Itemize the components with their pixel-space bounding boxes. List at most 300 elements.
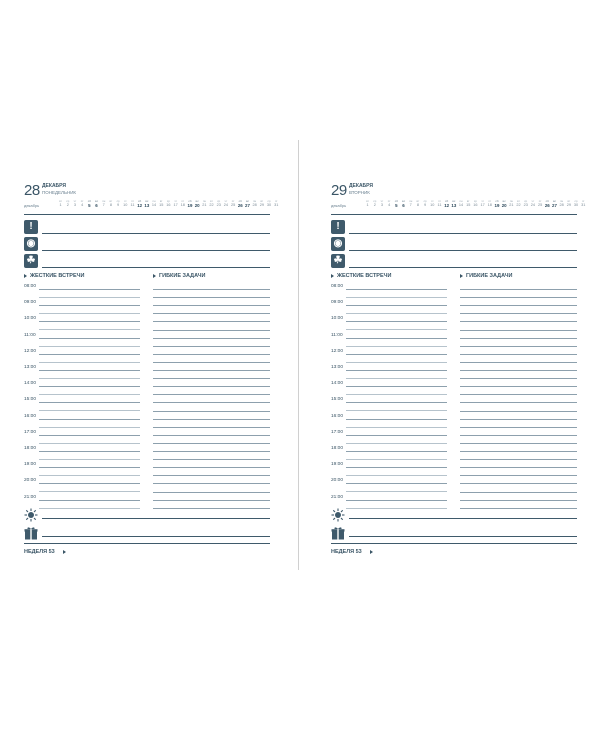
calendar-weekday: ср [267, 199, 271, 203]
calendar-day-number: 9 [117, 203, 120, 207]
slot-half-line[interactable] [346, 508, 447, 509]
task-line[interactable] [153, 435, 270, 436]
slot-half-line[interactable] [39, 508, 140, 509]
task-line[interactable] [460, 443, 577, 444]
slot-line[interactable] [39, 386, 140, 387]
calendar-day-number: 1 [366, 203, 369, 207]
calendar-day-number: 20 [194, 203, 200, 208]
time-slot [331, 462, 447, 478]
task-line[interactable] [153, 508, 270, 509]
calendar-day[interactable] [544, 199, 551, 208]
slot-line[interactable] [346, 435, 447, 436]
slot-half-line[interactable] [346, 427, 447, 428]
calendar-weekday: ср [217, 199, 221, 203]
slot-line[interactable] [346, 321, 447, 322]
task-line[interactable] [460, 459, 577, 460]
time-label: 13:00 [331, 365, 344, 370]
calendar-day[interactable] [364, 199, 371, 208]
calendar-weekday: ср [423, 199, 427, 203]
calendar-day[interactable] [565, 199, 572, 208]
task-line[interactable] [153, 467, 270, 468]
calendar-day[interactable] [251, 199, 258, 208]
time-slot [331, 284, 447, 300]
task-line[interactable] [460, 386, 577, 387]
calendar-day-number: 28 [559, 203, 564, 207]
calendar-day-number: 25 [230, 203, 236, 207]
icon-row-car [24, 237, 270, 255]
calendar-weekday: вт [210, 199, 213, 203]
task-line[interactable] [153, 289, 270, 290]
task-line[interactable] [460, 354, 577, 355]
calendar-day[interactable] [422, 199, 429, 208]
calendar-day[interactable] [273, 199, 280, 208]
slot-line[interactable] [346, 386, 447, 387]
slot-half-line[interactable] [346, 378, 447, 379]
calendar-day[interactable] [436, 199, 443, 208]
calendar-day[interactable] [165, 199, 172, 208]
task-line[interactable] [460, 330, 577, 331]
calendar-day[interactable] [172, 199, 179, 208]
icon-row-line[interactable] [42, 233, 270, 234]
task-line[interactable] [460, 394, 577, 395]
calendar-days [57, 199, 280, 208]
slot-line[interactable] [39, 419, 140, 420]
calendar-day[interactable] [472, 199, 479, 208]
slot-half-line[interactable] [346, 313, 447, 314]
calendar-day-number: 13 [144, 203, 150, 208]
calendar-weekday: ср [116, 199, 120, 203]
calendar-weekday: пн [202, 199, 206, 203]
calendar-day-number: 21 [509, 203, 514, 207]
task-line[interactable] [153, 297, 270, 298]
slot-line[interactable] [39, 338, 140, 339]
calendar-day[interactable] [244, 199, 251, 208]
calendar-day[interactable] [57, 199, 64, 208]
calendar-day[interactable] [79, 199, 86, 208]
task-line[interactable] [460, 500, 577, 501]
icon-row-line[interactable] [42, 267, 270, 268]
calendar-weekday: ср [166, 199, 170, 203]
sun-line[interactable] [349, 518, 577, 519]
task-line[interactable] [460, 492, 577, 493]
slot-line[interactable] [39, 305, 140, 306]
icon-row-line[interactable] [349, 233, 577, 234]
calendar-day-number: 14 [151, 203, 157, 207]
calendar-day-number: 1 [59, 203, 62, 207]
calendar-day-number: 4 [81, 203, 84, 207]
task-line[interactable] [460, 313, 577, 314]
hard-meetings-label: ЖЕСТКИЕ ВСТРЕЧИ [337, 273, 392, 279]
icon-row-line[interactable] [349, 267, 577, 268]
calendar-day[interactable] [194, 199, 201, 208]
calendar-day[interactable] [71, 199, 78, 208]
calendar-day[interactable] [414, 199, 421, 208]
time-slot [24, 397, 140, 413]
calendar-day[interactable] [400, 199, 407, 208]
time-label: 11:00 [331, 332, 343, 338]
slot-line[interactable] [346, 305, 447, 306]
calendar-day-number: 15 [466, 203, 471, 207]
calendar-weekday: пн [509, 199, 513, 203]
slot-half-line[interactable] [346, 410, 447, 411]
calendar-day[interactable] [537, 199, 544, 208]
calendar-day[interactable] [186, 199, 193, 208]
time-slot [331, 349, 447, 365]
slot-line[interactable] [39, 435, 140, 436]
task-line[interactable] [460, 483, 577, 484]
task-line[interactable] [460, 297, 577, 298]
slot-line[interactable] [39, 500, 140, 501]
slot-half-line[interactable] [39, 346, 140, 347]
calendar-day[interactable] [443, 199, 450, 208]
time-label: 10:00 [24, 316, 37, 322]
time-label: 20:00 [24, 478, 37, 484]
car-icon: ◉ [331, 237, 345, 251]
calendar-day[interactable] [179, 199, 186, 208]
task-line[interactable] [460, 435, 577, 436]
month-name: ДЕКАБРЯ [42, 183, 66, 189]
calendar-day[interactable] [457, 199, 464, 208]
task-line[interactable] [153, 321, 270, 322]
calendar-day[interactable] [558, 199, 565, 208]
calendar-day[interactable] [580, 199, 587, 208]
slot-line[interactable] [39, 321, 140, 322]
time-label: 09:00 [24, 300, 37, 306]
calendar-weekday: пт [80, 199, 84, 203]
calendar-day[interactable] [222, 199, 229, 208]
slot-line[interactable] [346, 402, 447, 403]
time-slot [331, 316, 447, 332]
time-label: 12:00 [24, 348, 37, 354]
slot-half-line[interactable] [39, 410, 140, 411]
task-line[interactable] [153, 419, 270, 420]
task-line[interactable] [153, 313, 270, 314]
calendar-day[interactable] [237, 199, 244, 208]
time-label: 18:00 [331, 446, 344, 451]
task-line[interactable] [460, 467, 577, 468]
calendar-day-number: 24 [530, 203, 536, 207]
calendar-weekday: пн [102, 199, 106, 203]
slot-line[interactable] [346, 467, 447, 468]
calendar-day[interactable] [479, 199, 486, 208]
calendar-weekday: чт [174, 199, 177, 203]
weekday-name: ВТОРНИК [349, 190, 370, 195]
task-line[interactable] [460, 411, 577, 412]
calendar-day-number: 29 [566, 203, 571, 207]
task-line[interactable] [460, 508, 577, 509]
slot-half-line[interactable] [39, 297, 140, 298]
task-line[interactable] [153, 483, 270, 484]
calendar-day[interactable] [515, 199, 522, 208]
calendar-day[interactable] [129, 199, 136, 208]
slot-half-line[interactable] [346, 329, 447, 330]
time-label: 08:00 [24, 284, 37, 289]
calendar-day-number: 16 [473, 203, 478, 207]
slot-half-line[interactable] [39, 475, 140, 476]
calendar-weekday: вт [59, 199, 62, 203]
slot-half-line[interactable] [346, 443, 447, 444]
time-label: 17:00 [331, 429, 344, 435]
slot-half-line[interactable] [346, 475, 447, 476]
slot-line[interactable] [346, 370, 447, 371]
sun-line[interactable] [42, 518, 270, 519]
calendar-weekday: сб [188, 199, 192, 203]
calendar-day[interactable] [100, 199, 107, 208]
icon-row-line[interactable] [349, 250, 577, 251]
week-arrow-icon[interactable] [63, 550, 66, 554]
calendar-day[interactable] [201, 199, 208, 208]
calendar-day[interactable] [64, 199, 71, 208]
flexible-tasks-label: ГИБКИЕ ЗАДАЧИ [159, 273, 206, 279]
calendar-day[interactable] [208, 199, 215, 208]
calendar-day[interactable] [230, 199, 237, 208]
flexible-tasks-header [153, 273, 205, 279]
exclamation-icon: ! [331, 220, 345, 234]
slot-half-line[interactable] [39, 459, 140, 460]
calendar-day-number: 25 [537, 203, 543, 207]
calendar-day[interactable] [93, 199, 100, 208]
calendar-day[interactable] [465, 199, 472, 208]
task-line[interactable] [153, 330, 270, 331]
calendar-day-number: 5 [88, 203, 91, 208]
slot-line[interactable] [346, 451, 447, 452]
triangle-icon [460, 274, 463, 278]
week-arrow-icon[interactable] [370, 550, 373, 554]
task-line[interactable] [153, 394, 270, 395]
slot-line[interactable] [346, 338, 447, 339]
calendar-day-number: 10 [430, 203, 435, 207]
calendar-day-number: 22 [209, 203, 214, 207]
time-slot [331, 414, 447, 430]
slot-half-line[interactable] [346, 394, 447, 395]
task-line[interactable] [153, 346, 270, 347]
calendar-day[interactable] [107, 199, 114, 208]
calendar-day-number: 3 [380, 203, 384, 207]
slot-half-line[interactable] [39, 329, 140, 330]
slot-line[interactable] [39, 467, 140, 468]
calendar-day[interactable] [158, 199, 165, 208]
task-line[interactable] [153, 370, 270, 371]
task-line[interactable] [153, 427, 270, 428]
calendar-weekday: ср [473, 199, 477, 203]
header-rule [24, 214, 270, 215]
calendar-day[interactable] [393, 199, 400, 208]
task-line[interactable] [153, 354, 270, 355]
calendar-weekday: вс [94, 199, 99, 203]
slot-half-line[interactable] [346, 491, 447, 492]
mini-calendar [331, 199, 586, 212]
time-label: 11:00 [24, 332, 36, 338]
slot-line[interactable] [346, 354, 447, 355]
bottom-rule [24, 543, 270, 544]
slot-half-line[interactable] [39, 362, 140, 363]
task-line[interactable] [460, 402, 577, 403]
calendar-day-number: 15 [159, 203, 164, 207]
icon-row-car [331, 237, 577, 255]
task-line[interactable] [153, 475, 270, 476]
calendar-day-number: 4 [388, 203, 391, 207]
slot-half-line[interactable] [39, 427, 140, 428]
calendar-weekday: пн [409, 199, 413, 203]
slot-half-line[interactable] [346, 297, 447, 298]
slot-half-line[interactable] [39, 394, 140, 395]
calendar-day[interactable] [522, 199, 529, 208]
slot-half-line[interactable] [346, 459, 447, 460]
planner-page-right [331, 178, 586, 568]
task-line[interactable] [460, 451, 577, 452]
slot-half-line[interactable] [39, 378, 140, 379]
time-label: 21:00 [331, 494, 344, 500]
calendar-weekday: сб [394, 199, 398, 203]
calendar-day-number: 27 [245, 203, 250, 208]
calendar-day[interactable] [86, 199, 93, 208]
slot-line[interactable] [39, 483, 140, 484]
calendar-day[interactable] [115, 199, 122, 208]
calendar-day[interactable] [265, 199, 272, 208]
task-line[interactable] [153, 362, 270, 363]
task-line[interactable] [460, 338, 577, 339]
calendar-weekday: пт [538, 199, 542, 203]
slot-half-line[interactable] [39, 313, 140, 314]
slot-line[interactable] [346, 483, 447, 484]
task-line[interactable] [153, 338, 270, 339]
hard-meetings-header [24, 273, 84, 279]
calendar-weekday: пт [488, 199, 492, 203]
slot-line[interactable] [39, 451, 140, 452]
task-line[interactable] [460, 370, 577, 371]
calendar-day[interactable] [572, 199, 579, 208]
calendar-day-number: 31 [581, 203, 586, 207]
time-slot [24, 462, 140, 478]
calendar-day-number: 26 [544, 203, 550, 208]
calendar-day[interactable] [529, 199, 536, 208]
calendar-day[interactable] [407, 199, 414, 208]
icon-row-line[interactable] [42, 250, 270, 251]
calendar-day[interactable] [215, 199, 222, 208]
task-line[interactable] [153, 411, 270, 412]
calendar-weekday: вт [366, 199, 369, 203]
task-line[interactable] [460, 475, 577, 476]
calendar-weekday: сб [87, 199, 91, 203]
calendar-day[interactable] [371, 199, 378, 208]
calendar-weekday: ср [66, 199, 70, 203]
calendar-day[interactable] [429, 199, 436, 208]
weekday-name: ПОНЕДЕЛЬНИК [42, 190, 77, 195]
gift-icon [24, 526, 38, 540]
task-line[interactable] [460, 289, 577, 290]
task-line[interactable] [153, 500, 270, 501]
slot-line[interactable] [39, 370, 140, 371]
planner-page-left [24, 178, 279, 568]
calendar-day-number: 10 [123, 203, 128, 207]
mini-calendar [24, 199, 279, 212]
calendar-day-number: 31 [274, 203, 279, 207]
calendar-day[interactable] [450, 199, 457, 208]
slot-line[interactable] [39, 402, 140, 403]
calendar-weekday: вс [401, 199, 406, 203]
calendar-day[interactable] [258, 199, 265, 208]
calendar-day[interactable] [150, 199, 157, 208]
calendar-day-number: 5 [395, 203, 398, 208]
task-line[interactable] [153, 305, 270, 306]
calendar-day[interactable] [493, 199, 500, 208]
calendar-day[interactable] [551, 199, 558, 208]
calendar-weekday: сб [238, 199, 242, 203]
triangle-icon [24, 274, 27, 278]
calendar-day[interactable] [508, 199, 515, 208]
calendar-day[interactable] [136, 199, 143, 208]
slot-half-line[interactable] [39, 491, 140, 492]
calendar-day-number: 19 [494, 203, 500, 208]
task-line[interactable] [460, 305, 577, 306]
task-line[interactable] [153, 451, 270, 452]
task-line[interactable] [460, 427, 577, 428]
time-slot [331, 478, 447, 494]
slot-line[interactable] [346, 289, 447, 290]
calendar-day-number: 7 [409, 203, 412, 207]
task-line[interactable] [460, 346, 577, 347]
task-line[interactable] [460, 419, 577, 420]
calendar-weekday: вс [195, 199, 199, 203]
gift-icon [331, 526, 345, 540]
calendar-day-number: 14 [458, 203, 464, 207]
task-line[interactable] [153, 386, 270, 387]
calendar-day[interactable] [501, 199, 508, 208]
flexible-tasks-header [460, 273, 512, 279]
task-line[interactable] [153, 459, 270, 460]
task-line[interactable] [460, 362, 577, 363]
task-line[interactable] [153, 492, 270, 493]
exclamation-icon: ! [24, 220, 38, 234]
calendar-day[interactable] [378, 199, 385, 208]
slot-half-line[interactable] [346, 362, 447, 363]
calendar-day[interactable] [143, 199, 150, 208]
task-line[interactable] [153, 402, 270, 403]
time-slot [331, 365, 447, 381]
slot-half-line[interactable] [346, 346, 447, 347]
slot-line[interactable] [39, 354, 140, 355]
calendar-day[interactable] [486, 199, 493, 208]
icon-row-elephant [331, 254, 577, 272]
calendar-day-number: 17 [173, 203, 178, 207]
task-line[interactable] [460, 378, 577, 379]
calendar-weekday: пт [438, 199, 441, 203]
time-slot [331, 446, 447, 462]
calendar-day-number: 13 [451, 203, 457, 208]
slot-half-line[interactable] [39, 443, 140, 444]
calendar-day[interactable] [122, 199, 129, 208]
slot-line[interactable] [346, 419, 447, 420]
calendar-day-number: 30 [573, 203, 579, 207]
calendar-weekday: вт [159, 199, 163, 203]
gift-line[interactable] [42, 536, 270, 537]
calendar-weekday: вс [552, 199, 557, 203]
time-label: 14:00 [331, 381, 344, 387]
calendar-day[interactable] [386, 199, 393, 208]
calendar-weekday: вт [260, 199, 264, 203]
calendar-day-number: 18 [487, 203, 492, 207]
time-slot [24, 414, 140, 430]
task-line[interactable] [153, 443, 270, 444]
sun-icon [331, 508, 345, 522]
slot-line[interactable] [39, 289, 140, 290]
calendar-weekday: ср [524, 199, 528, 203]
calendar-weekday: сб [545, 199, 549, 203]
task-line[interactable] [460, 321, 577, 322]
task-line[interactable] [153, 378, 270, 379]
gift-line[interactable] [349, 536, 577, 537]
slot-line[interactable] [346, 500, 447, 501]
